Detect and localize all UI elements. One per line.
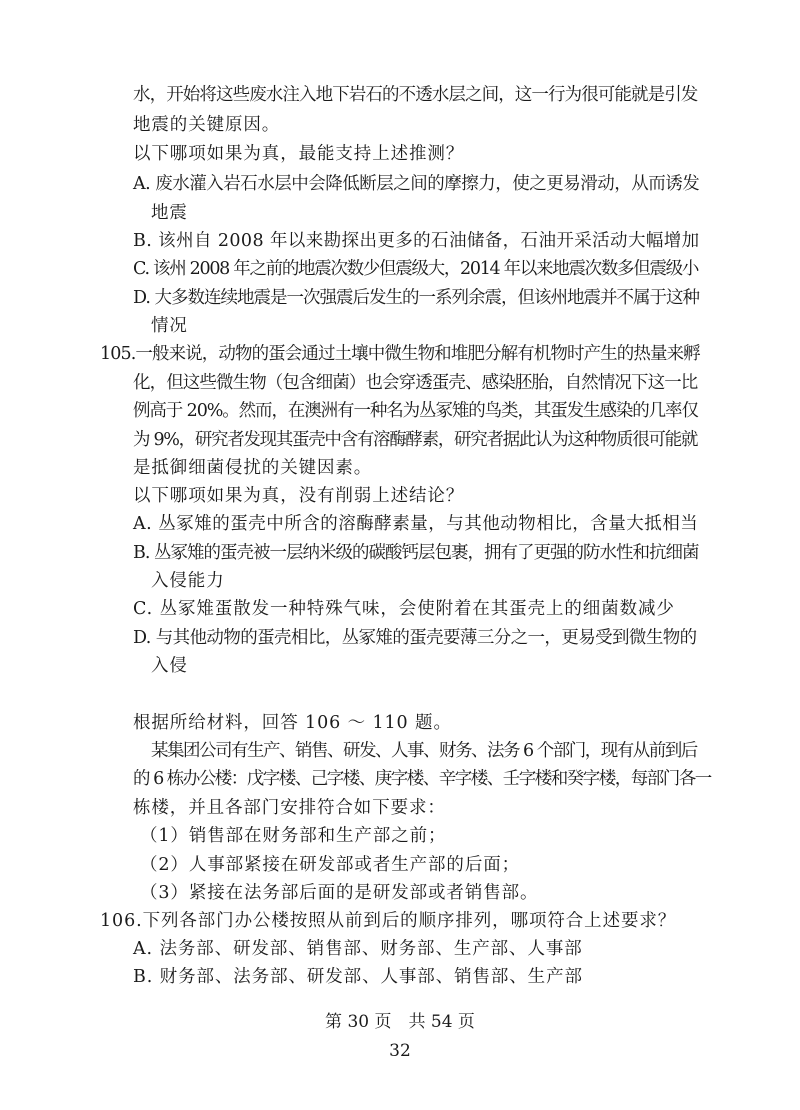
text-line: 为 9%，研究者发现其蛋壳中含有溶酶酵素，研究者据此认为这种物质很可能就 — [133, 430, 698, 450]
option-d-continued: 入侵 — [151, 656, 188, 676]
text-line: 水，开始将这些废水注入地下岩石的不透水层之间，这一行为很可能就是引发 — [133, 85, 698, 105]
material-paragraph: 某集团公司有生产、销售、研发、人事、财务、法务 6 个部门，现有从前到后 — [151, 741, 697, 761]
rule-item: （3）紧接在法务部后面的是研发部或者销售部。 — [140, 883, 539, 903]
material-intro: 根据所给材料，回答 106 ～ 110 题。 — [133, 713, 452, 733]
option-a-continued: 地震 — [151, 203, 188, 223]
option-c: C. 该州 2008 年之前的地震次数少但震级大，2014 年以来地震次数多但震级小 — [133, 259, 699, 279]
text-line: 化，但这些微生物（包含细菌）也会穿透蛋壳、感染胚胎，自然情况下这一比 — [133, 373, 698, 393]
text-line: 是抵御细菌侵扰的关键因素。 — [133, 458, 373, 478]
question-prompt: 以下哪项如果为真，最能支持上述推测？ — [133, 144, 465, 164]
rule-item: （1）销售部在财务部和生产部之前； — [140, 826, 447, 846]
question-105: 105.一般来说，动物的蛋会通过土壤中微生物和堆肥分解有机物时产生的热量来孵 — [100, 344, 700, 364]
text-line: 例高于 20%。然而，在澳洲有一种名为丛冢雉的鸟类，其蛋发生感染的几率仅 — [133, 401, 698, 421]
option-b: B. 财务部、法务部、研发部、人事部、销售部、生产部 — [133, 967, 583, 987]
rule-item: （2）人事部紧接在研发部或者生产部的后面； — [140, 855, 521, 875]
option-a: A. 废水灌入岩石水层中会降低断层之间的摩擦力，使之更易滑动，从而诱发 — [133, 174, 700, 194]
option-d-continued: 情况 — [151, 316, 188, 336]
question-prompt: 以下哪项如果为真，没有削弱上述结论？ — [133, 486, 465, 506]
option-d: D. 与其他动物的蛋壳相比，丛冢雉的蛋壳要薄三分之一，更易受到微生物的 — [133, 628, 697, 648]
page-number: 32 — [389, 1041, 411, 1061]
option-c: C. 丛冢雉蛋散发一种特殊气味，会使附着在其蛋壳上的细菌数减少 — [133, 599, 675, 619]
question-106: 106.下列各部门办公楼按照从前到后的顺序排列，哪项符合上述要求？ — [100, 911, 677, 931]
option-a: A. 丛冢雉的蛋壳中所含的溶酶酵素量，与其他动物相比，含量大抵相当 — [133, 514, 699, 534]
option-b-continued: 入侵能力 — [151, 571, 225, 591]
option-b: B. 丛冢雉的蛋壳被一层纳米级的碳酸钙层包裹，拥有了更强的防水性和抗细菌 — [133, 543, 699, 563]
text-line: 地震的关键原因。 — [133, 115, 281, 135]
option-a: A. 法务部、研发部、销售部、财务部、生产部、人事部 — [133, 939, 583, 959]
option-b: B. 该州自 2008 年以来勘探出更多的石油储备，石油开采活动大幅增加 — [133, 231, 700, 251]
material-paragraph: 栋楼，并且各部门安排符合如下要求： — [133, 798, 446, 818]
page-info: 第 30 页 共 54 页 — [325, 1012, 475, 1032]
material-paragraph: 的 6 栋办公楼：戊字楼、己字楼、庚字楼、辛字楼、壬字楼和癸字楼，每部门各一 — [133, 769, 711, 789]
option-d: D. 大多数连续地震是一次强震后发生的一系列余震，但该州地震并不属于这种 — [133, 288, 700, 308]
